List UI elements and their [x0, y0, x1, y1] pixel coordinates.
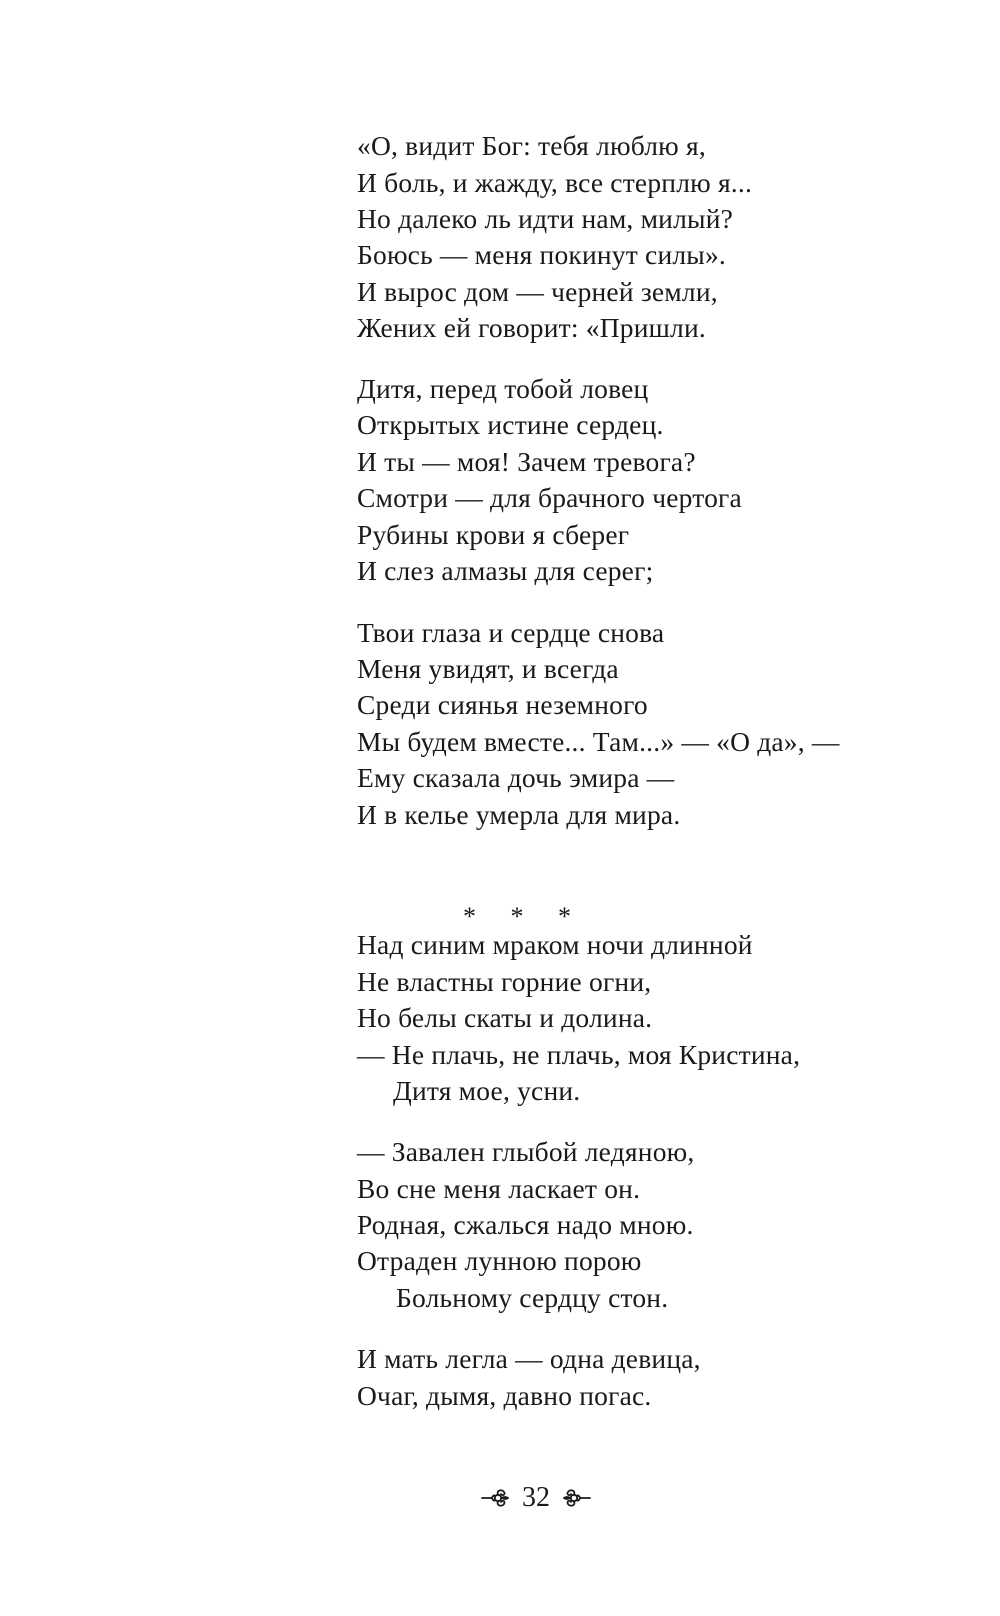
poem-line: Отраден лунною порою	[357, 1245, 642, 1276]
poem-line: Меня увидят, и всегда	[357, 653, 619, 684]
poem-line: И боль, и жажду, все стерплю я...	[357, 167, 753, 198]
poem-line: Больному сердцу стон.	[396, 1282, 669, 1313]
poem-line: Очаг, дымя, давно погас.	[357, 1380, 652, 1411]
page-footer	[0, 1478, 1000, 1518]
poem-line: И слез алмазы для серег;	[357, 555, 654, 586]
fleuron-ornament-icon	[480, 1487, 510, 1509]
poem-line: Мы будем вместе... Там...» — «О да», —	[357, 726, 840, 757]
fleuron-ornament-icon	[562, 1487, 592, 1509]
poem-line: Во сне меня ласкает он.	[357, 1173, 641, 1204]
poem-line: Ему сказала дочь эмира —	[357, 762, 675, 793]
poem-line: Жених ей говорит: «Пришли.	[357, 312, 706, 343]
poem-line: Твои глаза и сердце снова	[357, 617, 665, 648]
poem-line: Боюсь — меня покинут силы».	[357, 239, 726, 270]
poem-line: Дитя мое, усни.	[393, 1075, 581, 1106]
poem-line: Над синим мраком ночи длинной	[357, 929, 753, 960]
poem-line: Открытых истине сердец.	[357, 409, 664, 440]
poem-line: Смотри — для брачного чертога	[357, 482, 742, 513]
poem-line: И вырос дом — черней земли,	[357, 276, 718, 307]
poem-line: — Завален глыбой ледяною,	[357, 1136, 695, 1167]
poem-line: Рубины крови я сберег	[357, 519, 630, 550]
poem-line: Дитя, перед тобой ловец	[357, 373, 649, 404]
poem-line: Но далеко ль идти нам, милый?	[357, 203, 734, 234]
poem-line: И ты — моя! Зачем тревога?	[357, 446, 696, 477]
poem-line: Не властны горние огни,	[357, 966, 652, 997]
poem-line: И в келье умерла для мира.	[357, 799, 681, 830]
poem-line: Среди сиянья неземного	[357, 689, 648, 720]
poem-line: И мать легла — одна девица,	[357, 1343, 701, 1374]
poem-line: Но белы скаты и долина.	[357, 1002, 653, 1033]
poem-line: — Не плачь, не плачь, моя Кристина,	[357, 1039, 801, 1070]
page-number: 32	[522, 1482, 550, 1513]
poem-line: «О, видит Бог: тебя люблю я,	[357, 130, 706, 161]
poem-line: Родная, сжалься надо мною.	[357, 1209, 694, 1240]
section-separator: * * *	[463, 902, 585, 931]
